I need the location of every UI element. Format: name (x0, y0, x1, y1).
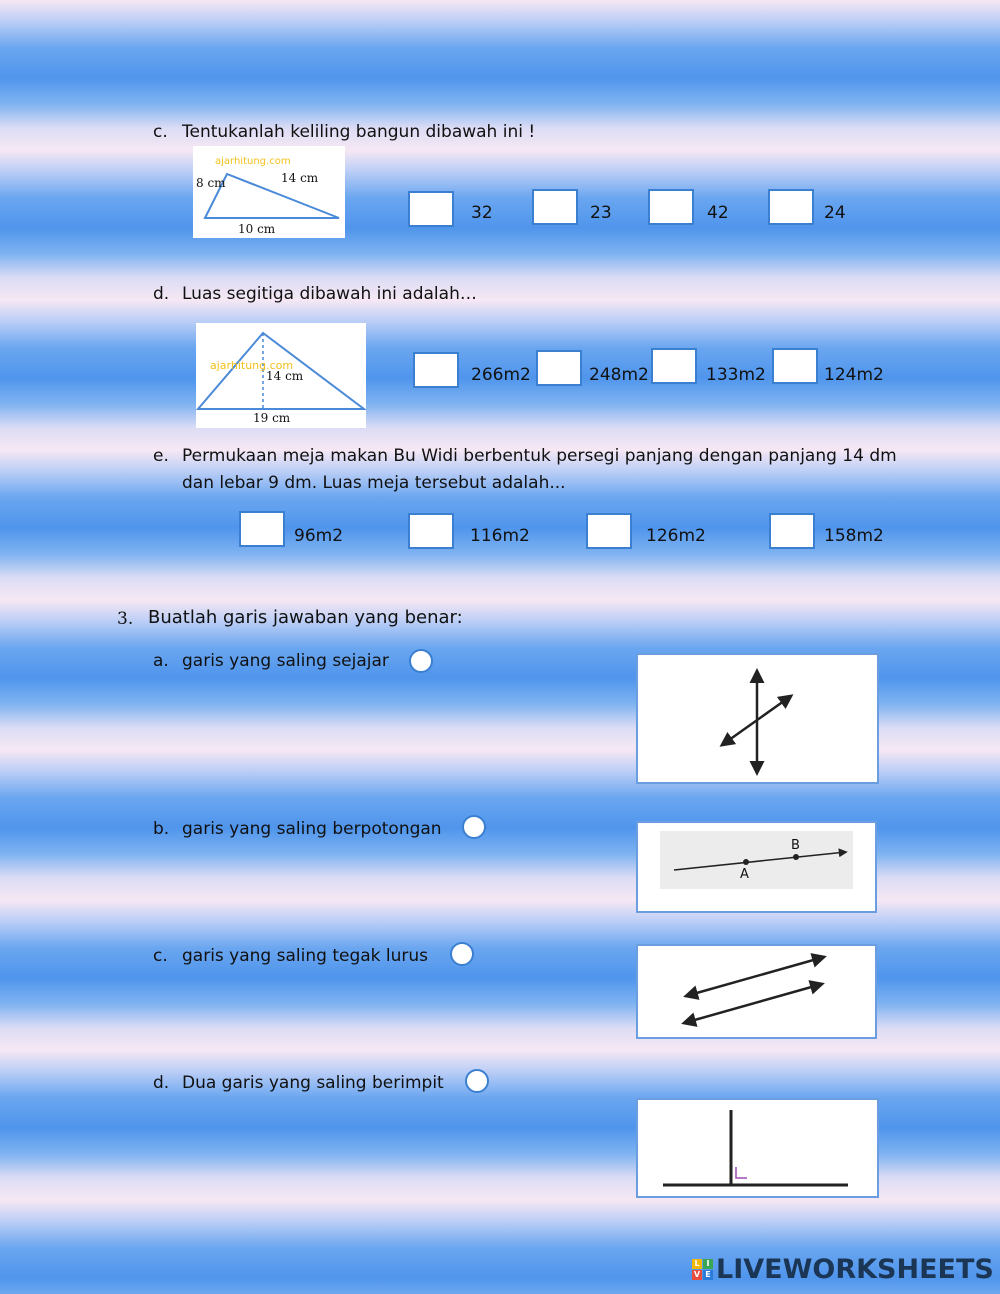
q2c-option-box-3[interactable] (648, 189, 694, 225)
q2c-option-2: 23 (590, 203, 612, 223)
q2e-option-box-4[interactable] (769, 513, 815, 549)
point-b-label: B (791, 838, 800, 853)
point-b-dot (793, 854, 799, 860)
liveworksheets-logo (692, 1254, 994, 1284)
q2e-option-3: 126m2 (646, 526, 706, 546)
q2d-option-box-3[interactable] (651, 348, 697, 384)
logo-mark-letter-l: L (692, 1259, 702, 1269)
figure-perpendicular-lines[interactable] (636, 1098, 879, 1198)
q2e-option-2: 116m2 (470, 526, 530, 546)
point-a-label: A (740, 867, 749, 882)
q2e-option-box-2[interactable] (408, 513, 454, 549)
q2d-question: Luas segitiga dibawah ini adalah… (182, 284, 477, 304)
q3d-connector[interactable] (465, 1069, 489, 1093)
q2e-option-box-1[interactable] (239, 511, 285, 547)
q2d-option-2: 248m2 (589, 365, 649, 385)
q2d-option-box-4[interactable] (772, 348, 818, 384)
q2e-question-line2: dan lebar 9 dm. Luas meja tersebut adalah... (182, 473, 566, 493)
q2c-base: 10 cm (238, 222, 276, 236)
q2d-height: 14 cm (266, 369, 304, 383)
q2d-option-box-2[interactable] (536, 350, 582, 386)
q2c-question: Tentukanlah keliling bangun dibawah ini ! (182, 122, 536, 142)
q2e-option-1: 96m2 (294, 526, 344, 546)
q2e-question-line1: Permukaan meja makan Bu Widi berbentuk persegi panjang dengan panjang 14 dm (182, 446, 897, 466)
q3d-label: d. (153, 1073, 170, 1093)
q2c-watermark: ajarhitung.com (215, 156, 291, 167)
q2d-option-3: 133m2 (706, 365, 766, 385)
q2c-option-3: 42 (707, 203, 729, 223)
q3a-connector[interactable] (409, 649, 433, 673)
logo-mark-icon (692, 1259, 713, 1280)
q2c-option-4: 24 (824, 203, 846, 223)
q2c-option-box-4[interactable] (768, 189, 814, 225)
q2c-label: c. (153, 122, 168, 142)
q3c-text: garis yang saling tegak lurus (182, 946, 429, 966)
q2e-label: e. (153, 446, 169, 466)
q2d-option-box-1[interactable] (413, 352, 459, 388)
figure-line-ab[interactable] (636, 821, 877, 913)
q2d-base: 19 cm (253, 411, 291, 425)
parallel-lines-svg (638, 946, 875, 1037)
q3c-label: c. (153, 946, 168, 966)
q2c-triangle-figure (193, 146, 345, 238)
logo-mark-letter-e: E (703, 1270, 713, 1280)
figure-parallel-lines[interactable] (636, 944, 877, 1039)
point-a-dot (743, 859, 749, 865)
q2c-option-box-2[interactable] (532, 189, 578, 225)
q3-number: 3. (117, 609, 134, 629)
q2d-option-1: 266m2 (471, 365, 531, 385)
q3-title: Buatlah garis jawaban yang benar: (148, 607, 463, 628)
q3b-text: garis yang saling berpotongan (182, 819, 442, 839)
line-ab-svg (638, 823, 875, 911)
intersecting-lines-svg (638, 655, 877, 782)
q2e-option-box-3[interactable] (586, 513, 632, 549)
q2d-watermark: ajarhitung.com (210, 359, 294, 372)
q3c-connector[interactable] (450, 942, 474, 966)
q2c-side-left: 8 cm (196, 176, 226, 190)
q3b-connector[interactable] (462, 815, 486, 839)
q3a-label: a. (153, 651, 169, 671)
q3a-text: garis yang saling sejajar (182, 651, 389, 671)
logo-mark-letter-v: V (693, 1269, 701, 1279)
q2c-side-right: 14 cm (281, 171, 319, 185)
q2d-triangle-figure (196, 323, 366, 428)
line-ab (674, 852, 846, 870)
figure-intersecting-lines[interactable] (636, 653, 879, 784)
logo-mark-letter-i: I (703, 1259, 713, 1269)
q2c-option-1: 32 (471, 203, 493, 223)
logo-text: LIVEWORKSHEETS (716, 1253, 994, 1285)
q3b-label: b. (153, 819, 170, 839)
q3d-text: Dua garis yang saling berimpit (182, 1073, 444, 1093)
perpendicular-lines-svg (638, 1100, 877, 1196)
q2e-option-4: 158m2 (824, 526, 884, 546)
q2d-label: d. (153, 284, 170, 304)
q2c-option-box-1[interactable] (408, 191, 454, 227)
q2d-option-4: 124m2 (824, 365, 884, 385)
right-angle-mark (736, 1167, 747, 1178)
